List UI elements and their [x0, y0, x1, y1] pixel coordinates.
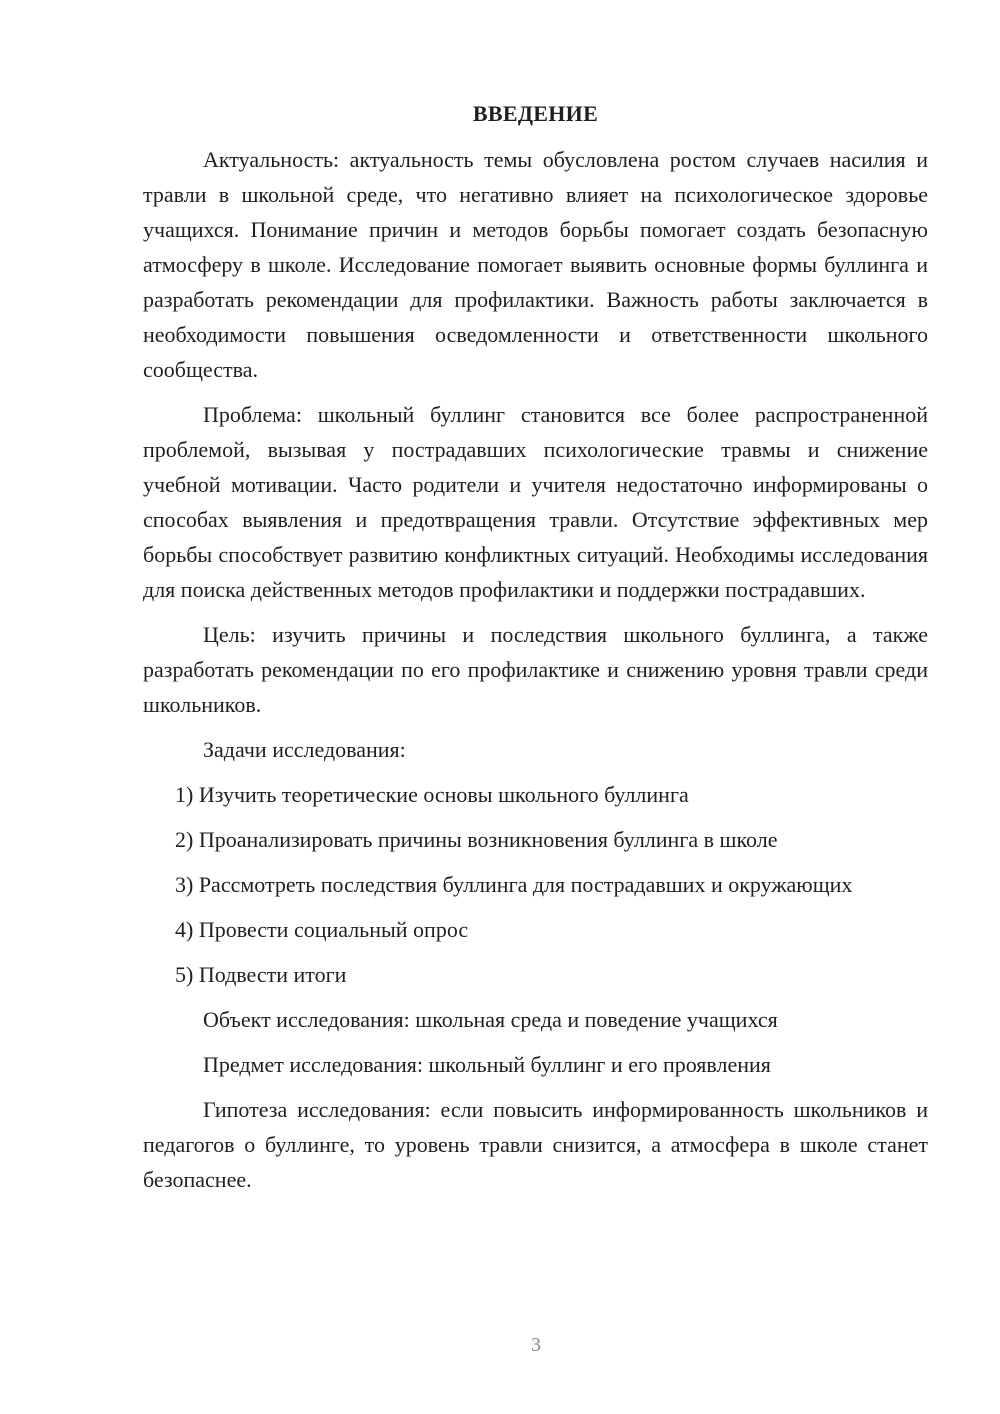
task-item: 2) Проанализировать причины возникновения буллинга в школе	[175, 827, 778, 852]
subject-line: Предмет исследования: школьный буллинг и его проявления	[203, 1052, 771, 1077]
tasks-title: Задачи исследования:	[203, 737, 406, 762]
document-body	[143, 96, 928, 1207]
problem-paragraph: Проблема: школьный буллинг становится все более распространенной проблемой, вызывая у пострадавших психологические травмы и снижение учебной мотивации. Часто родители и учителя недостаточно информированы о способах выявления и предотвращения травли. Отсутствие эффективных мер борьбы способствует развитию конфликтных ситуаций. Необходимы исследования для поиска действенных методов профилактики и поддержки пострадавших.	[143, 402, 928, 602]
task-item: 5) Подвести итоги	[175, 962, 347, 987]
relevance-paragraph: Актуальность: актуальность темы обусловлена ростом случаев насилия и травли в школьной среде, что негативно влияет на психологическое здоровье учащихся. Понимание причин и методов борьбы помогает создать безопасную атмосферу в школе. Исследование помогает выявить основные формы буллинга и разработать рекомендации для профилактики. Важность работы заключается в необходимости повышения осведомленности и ответственности школьного сообщества.	[143, 147, 928, 382]
hypothesis-paragraph: Гипотеза исследования: если повысить информированность школьников и педагогов о буллинге, то уровень травли снизится, а атмосфера в школе станет безопаснее.	[143, 1097, 928, 1192]
task-item: 4) Провести социальный опрос	[175, 917, 469, 942]
goal-paragraph: Цель: изучить причины и последствия школьного буллинга, а также разработать рекомендации по его профилактике и снижению уровня травли среди школьников.	[143, 622, 928, 717]
object-line: Объект исследования: школьная среда и поведение учащихся	[203, 1007, 778, 1032]
task-item: 3) Рассмотреть последствия буллинга для пострадавших и окружающих	[175, 872, 853, 897]
page-number: 3	[531, 1334, 541, 1356]
task-item: 1) Изучить теоретические основы школьного буллинга	[175, 782, 689, 807]
section-heading: ВВЕДЕНИЕ	[472, 101, 599, 126]
